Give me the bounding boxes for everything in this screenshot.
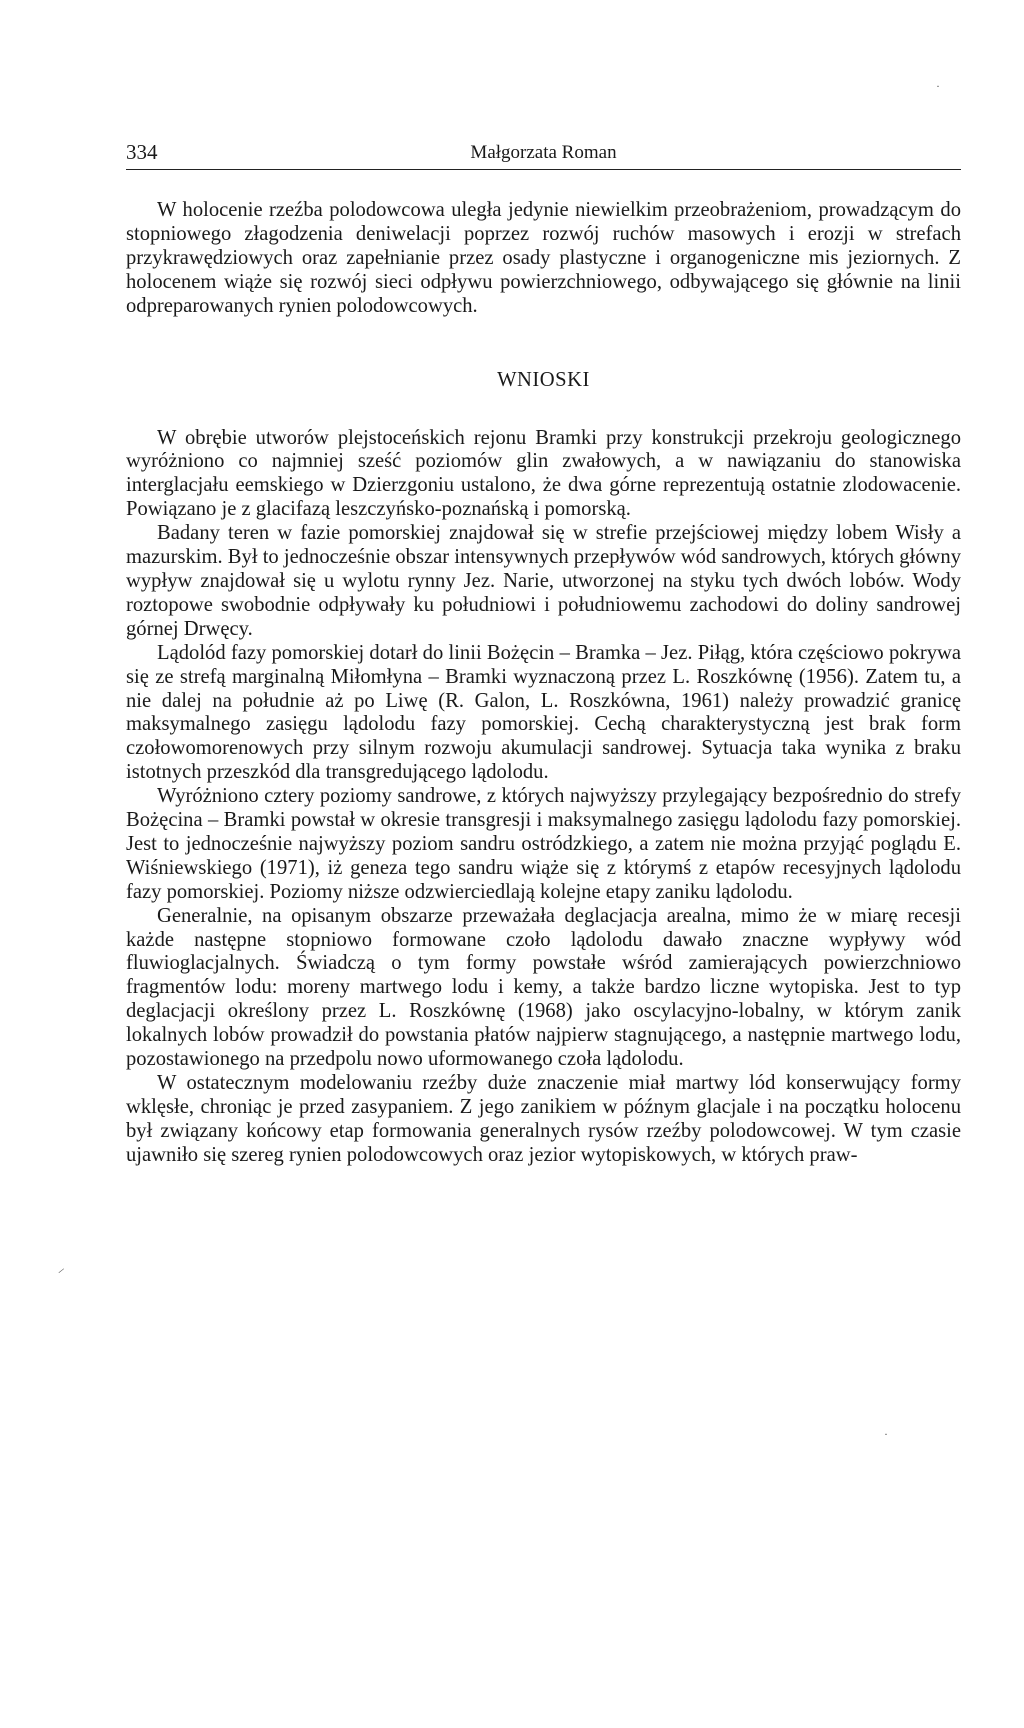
paragraph-conclusion: Generalnie, na opisanym obszarze przeważała deglacjacja arealna, mimo że w miarę recesji każde następne stopniowo formowane czoło lądolodu dawało znaczne wypływy wód fluwioglacjalnych. Świadczą o tym formy powstałe wśród zamierających powierzchniowo fragmentów lodu: moreny martwego lodu i kemy, a także bardzo liczne wytopiska. Jest to typ deglacjacji określony przez L. Roszkównę (1968) jako oscylacyjno-lobalny, w którym zanik lokalnych lobów prowadził do powstania płatów najpierw stagnującego, a następnie martwego lodu, pozostawionego na przedpolu nowo uformowanego czoła lądolodu. [126, 904, 961, 1071]
paragraph-holocene: W holocenie rzeźba polodowcowa uległa jedynie niewielkim przeobrażeniom, prowadzącym do stopniowego złagodzenia deniwelacji poprzez rozwój ruchów masowych i erozji w strefach przykrawędziowych oraz zapełnianie przez osady plastyczne i organogeniczne mis jeziornych. Z holocenem wiąże się rozwój sieci odpływu powierzchniowego, odbywającego się głównie na linii odpreparowanych rynien polodowcowych. [126, 199, 961, 317]
paragraph-conclusion: Lądolód fazy pomorskiej dotarł do linii Bożęcin – Bramka – Jez. Piłąg, która częściowo pokrywa się ze strefą marginalną Miłomłyna – Bramki wyznaczoną przez L. Roszkównę (1956). Zatem tu, a nie dalej na południe aż po Liwę (R. Galon, L. Roszkówna, 1961) należy prowadzić granicę maksymalnego zasięgu lądolodu fazy pomorskiej. Cechą charakterystyczną jest brak form czołowomorenowych przy silnym rozwoju akumulacji sandrowej. Sytuacja taka wynika z braku istotnych przeszkód dla transgredującego lądolodu. [126, 641, 961, 784]
page-number: 334 [126, 140, 158, 164]
scan-speck-mark: · [936, 79, 940, 93]
scan-margin-mark: ⸝ [58, 1261, 65, 1275]
paragraph-conclusion: Badany teren w fazie pomorskiej znajdował się w strefie przejściowej między lobem Wisły a mazurskim. Był to jednocześnie obszar intensywnych przepływów wód sandrowych, których główny wypływ znajdował się u wylotu rynny Jez. Narie, utworzonej na styku tych dwóch lobów. Wody roztopowe swobodnie odpływały ku południowi i południowemu zachodowi do doliny sandrowej górnej Drwęcy. [126, 522, 962, 640]
body-text [126, 199, 961, 1168]
running-head-author: Małgorzata Roman [470, 142, 617, 163]
paragraph-conclusion: W ostatecznym modelowaniu rzeźby duże znaczenie miał martwy lód konserwujący formy wklęsłe, chroniąc je przed zasypaniem. Z jego zanikiem w późnym glacjale i na początku holocenu był związany końcowy etap formowania generalnych rysów rzeźby polodowcowej. W tym czasie ujawniło się szereg rynien polodowcowych oraz jezior wytopiskowych, w których praw- [126, 1072, 961, 1166]
scan-speck-mark: · [884, 1427, 888, 1441]
page-header [126, 139, 961, 170]
section-heading-conclusions: WNIOSKI [497, 368, 590, 391]
paragraph-conclusion: W obrębie utworów plejstoceńskich rejonu Bramki przy konstrukcji przekroju geologicznego wyróżniono co najmniej sześć poziomów glin zwałowych, a w nawiązaniu do stanowiska interglacjału eemskiego w Dzierzgoniu ustalono, że dwa górne reprezentują ostatnie zlodowacenie. Powiązano je z glacifazą leszczyńsko-poznańską i pomorską. [126, 426, 961, 521]
paragraph-conclusion: Wyróżniono cztery poziomy sandrowe, z których najwyższy przylegający bezpośrednio do strefy Bożęcina – Bramki powstał w okresie transgresji i maksymalnego zasięgu lądolodu fazy pomorskiej. Jest to jednocześnie najwyższy poziom sandru ostródzkiego, a zatem nie można przyjąć poglądu E. Wiśniewskiego (1971), iż geneza tego sandru wiąże się z którymś z etapów recesyjnych lądolodu fazy pomorskiej. Poziomy niższe odzwierciedlają kolejne etapy zaniku lądolodu. [126, 785, 961, 903]
